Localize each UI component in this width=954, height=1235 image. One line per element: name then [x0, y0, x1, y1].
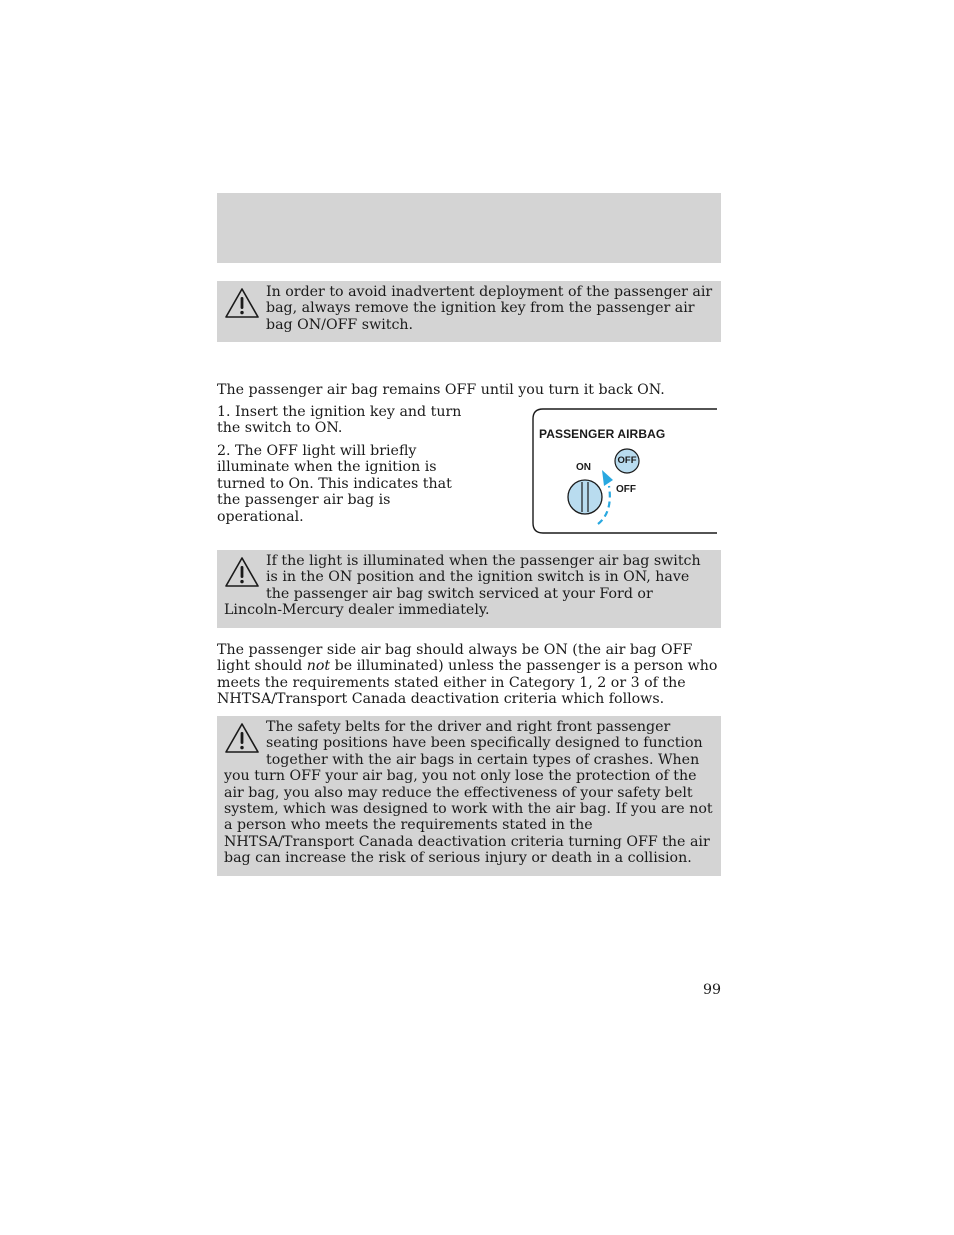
step-2-text: 2. The OFF light will briefly illuminate when the ignition is turned to On. This indicates that the passenger air bag is operational. [217, 443, 452, 525]
page-number: 99 [702, 982, 721, 998]
side-text-part2: be illuminated) unless the passenger is a person who meets the requirements stated either in Category 1, 2 or 3 of the NHTSA/Transport Canada deactivation criteria which follows. [217, 658, 718, 708]
warning-box-ignition-key [217, 281, 721, 342]
side-text-emphasis: not [306, 658, 331, 675]
figure-off-label: OFF [616, 484, 636, 495]
section-header-band [217, 193, 721, 263]
figure-lamp-label: OFF [617, 455, 637, 466]
paragraph-side-airbag [217, 642, 721, 708]
figure-title: PASSENGER AIRBAG [539, 427, 666, 441]
side-text-part1: The passenger side air bag should always be ON (the air bag OFF light should [217, 642, 693, 675]
warning-text: The safety belts for the driver and right front passenger seating positions have been specifically designed to function together with the air bags in certain types of crashes. When you turn OFF your air bag, you not only lose the protection of the air bag, you also may reduce the effectiveness of your safety belt system, which was designed to work with the air bag. If you are not a person who meets the requirements stated in the NHTSA/Transport Canada deactivation criteria turning OFF the air bag can increase the risk of serious injury or death in a collision. [224, 719, 713, 867]
warning-box-safety-belts [217, 716, 721, 876]
warning-triangle-icon [224, 556, 260, 588]
warning-triangle-icon [224, 722, 260, 754]
warning-text: If the light is illuminated when the passenger air bag switch is in the ON position and the ignition switch is in ON, have the passenger air bag switch serviced at your Ford or Lincoln-Mercury dealer immediately. [224, 553, 701, 619]
switch-knob-icon [568, 480, 602, 514]
step-1-text: 1. Insert the ignition key and turn the switch to ON. [217, 404, 462, 437]
warning-triangle-icon [224, 287, 260, 319]
figure-on-label: ON [576, 462, 591, 473]
warning-box-light-illuminated [217, 550, 721, 628]
warning-text: In order to avoid inadvertent deployment of the passenger air bag, always remove the ignition key from the passenger air bag ON/OFF switch. [266, 284, 713, 333]
paragraph-remains-off: The passenger air bag remains OFF until you turn it back ON. [217, 382, 665, 398]
